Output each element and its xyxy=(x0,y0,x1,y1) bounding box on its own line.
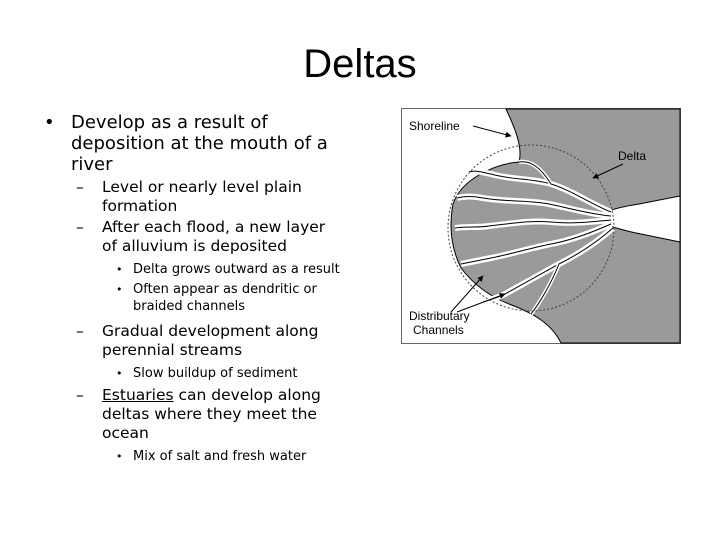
estuaries-link[interactable]: Estuaries xyxy=(102,386,174,404)
bullet-item xyxy=(44,448,344,465)
bullet-text: Delta grows outward as a result xyxy=(133,262,340,277)
bullet-text: Slow buildup of sediment xyxy=(133,366,298,381)
bullet-text: Level or nearly level plain formation xyxy=(102,178,302,215)
bullet-marker: • xyxy=(116,283,123,296)
bullet-item xyxy=(44,261,344,278)
slide-title: Deltas xyxy=(303,42,417,86)
delta-label: Delta xyxy=(618,149,647,163)
bullet-marker: • xyxy=(116,263,123,276)
bullet-text: After each flood, a new layer of alluvium is deposited xyxy=(102,218,326,255)
bullet-marker: – xyxy=(76,386,84,404)
bullet-marker: • xyxy=(44,112,55,133)
bullet-text: Gradual development along perennial streams xyxy=(102,322,319,359)
bullet-item xyxy=(44,218,344,256)
bullet-item xyxy=(44,365,344,382)
bullet-item xyxy=(44,386,344,443)
bullet-list xyxy=(44,112,344,465)
bullet-item xyxy=(44,112,344,175)
bullet-item xyxy=(44,281,344,315)
bullet-text: Often appear as dendritic or braided channels xyxy=(133,282,317,314)
channels-label-line2: Channels xyxy=(413,323,464,337)
bullet-item xyxy=(44,322,344,360)
shoreline-label: Shoreline xyxy=(409,119,460,133)
channels-label-line1: Distributary xyxy=(409,309,470,323)
bullet-marker: • xyxy=(116,367,123,380)
bullet-marker: – xyxy=(76,322,84,340)
bullet-text: Mix of salt and fresh water xyxy=(133,449,307,464)
bullet-marker: • xyxy=(116,450,123,463)
bullet-text: can develop along deltas where they meet the ocean xyxy=(102,386,321,442)
bullet-text: Develop as a result of deposition at the mouth of a river xyxy=(71,112,328,175)
bullet-marker: – xyxy=(76,178,84,196)
bullet-marker: – xyxy=(76,218,84,236)
bullet-item xyxy=(44,178,344,216)
delta-diagram xyxy=(401,108,681,344)
